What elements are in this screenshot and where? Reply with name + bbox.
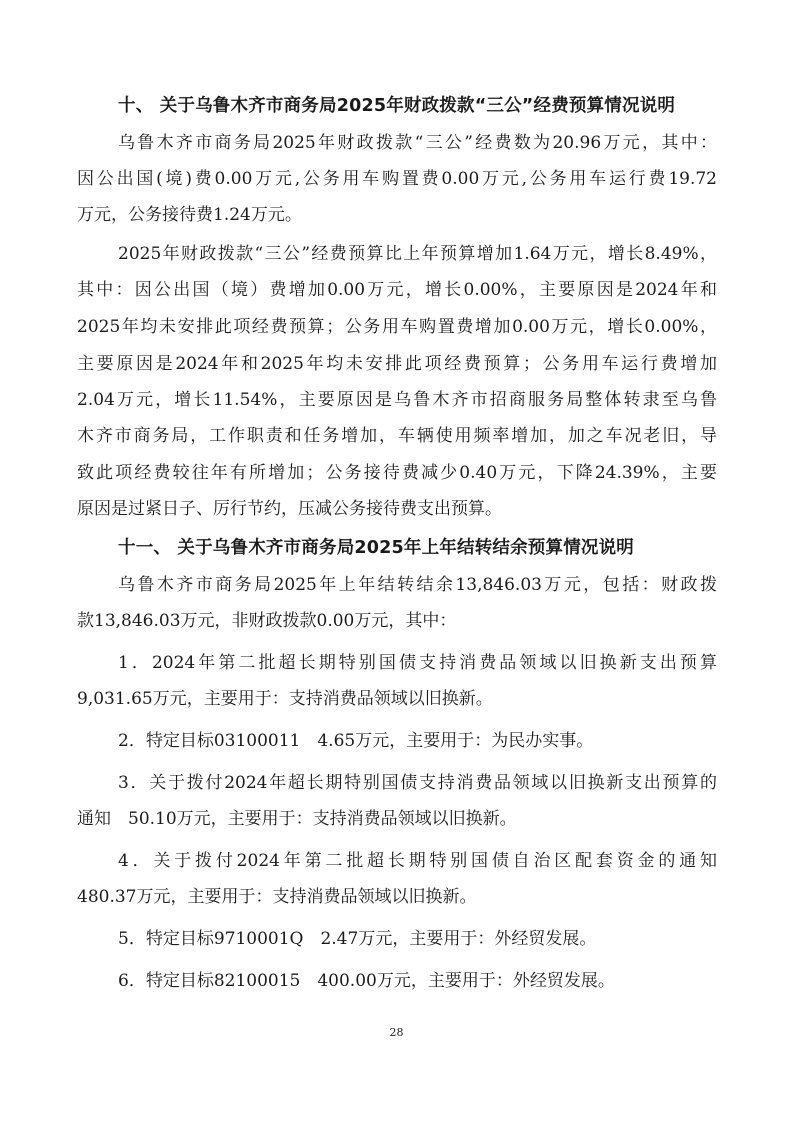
paragraph-line: 2025年均未安排此项经费预算；公务用车购置费增加0.00万元，增长0.00%， [77, 317, 717, 337]
paragraph-line: 乌鲁木齐市商务局2025年上年结转结余13,846.03万元，包括：财政拨 [118, 575, 717, 595]
paragraph-line: 主要原因是2024年和2025年均未安排此项经费预算；公务用车运行费增加 [77, 354, 717, 374]
paragraph-line: 万元，公务接待费1.24万元。 [77, 205, 302, 225]
paragraph-line: 因公出国(境)费0.00万元,公务用车购置费0.00万元,公务用车运行费19.72 [77, 169, 717, 189]
list-item-line: 2．特定目标03100011 4.65万元，主要用于：为民办实事。 [118, 731, 594, 751]
paragraph-line: 致此项经费较往年有所增加；公务接待费减少0.40万元，下降24.39%，主要 [77, 463, 717, 483]
list-item-line: 9,031.65万元，主要用于：支持消费品领域以旧换新。 [77, 689, 493, 709]
paragraph-line: 乌鲁木齐市商务局2025年财政拨款“三公”经费数为20.96万元，其中： [118, 133, 717, 153]
paragraph-line: 2.04万元，增长11.54%，主要原因是乌鲁木齐市招商服务局整体转隶至乌鲁 [77, 390, 717, 410]
paragraph-line: 其中：因公出国（境）费增加0.00万元，增长0.00%，主要原因是2024年和 [77, 280, 717, 300]
section-10-heading: 十、 关于乌鲁木齐市商务局2025年财政拨款“三公”经费预算情况说明 [118, 96, 676, 116]
section-11-heading: 十一、 关于乌鲁木齐市商务局2025年上年结转结余预算情况说明 [118, 538, 634, 558]
paragraph-line: 2025年财政拨款“三公”经费预算比上年预算增加1.64万元，增长8.49%， [118, 244, 717, 264]
list-item-line: 6．特定目标82100015 400.00万元，主要用于：外经贸发展。 [118, 971, 615, 991]
list-item-line: 4．关于拨付2024年第二批超长期特别国债自治区配套资金的通知 [118, 851, 717, 871]
list-item-line: 480.37万元，主要用于：支持消费品领域以旧换新。 [77, 887, 477, 907]
list-item-line: 3．关于拨付2024年超长期特别国债支持消费品领域以旧换新支出预算的 [118, 773, 717, 793]
list-item-line: 5．特定目标9710001Q 2.47万元，主要用于：外经贸发展。 [118, 929, 597, 949]
paragraph-line: 款13,846.03万元，非财政拨款0.00万元，其中： [77, 611, 457, 631]
page-number: 28 [389, 1026, 404, 1039]
list-item-line: 1．2024年第二批超长期特别国债支持消费品领域以旧换新支出预算 [118, 653, 717, 673]
paragraph-line: 木齐市商务局，工作职责和任务增加，车辆使用频率增加，加之车况老旧，导 [77, 426, 717, 446]
paragraph-line: 原因是过紧日子、厉行节约，压减公务接待费支出预算。 [77, 499, 502, 519]
list-item-line: 通知 50.10万元，主要用于：支持消费品领域以旧换新。 [77, 809, 517, 829]
